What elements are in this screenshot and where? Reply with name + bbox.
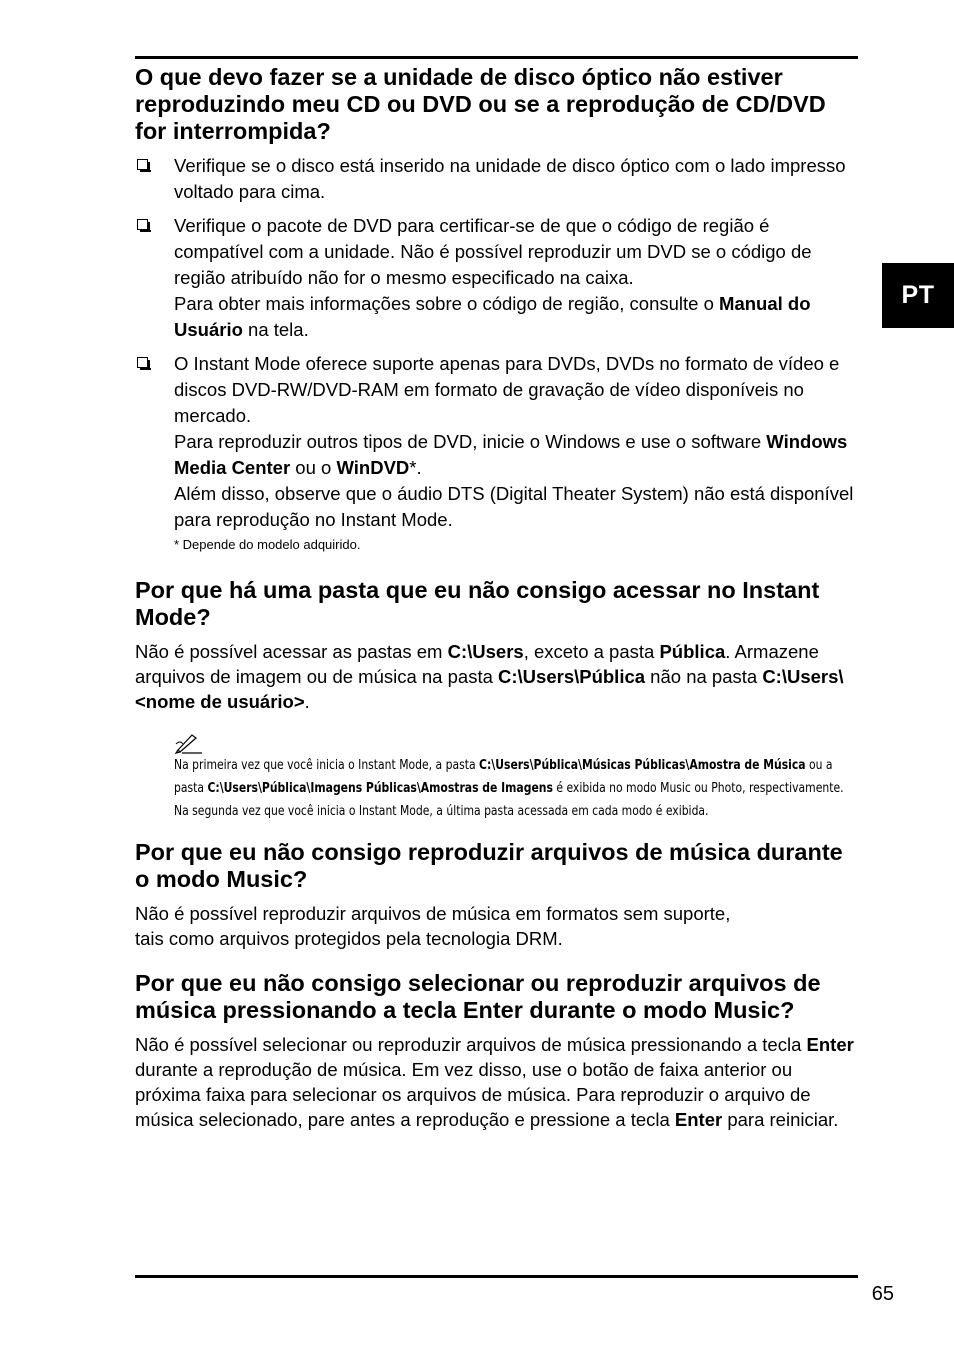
top-rule [135,56,858,59]
text-run: Para obter mais informações sobre o código de região, consulte o [174,293,720,314]
list-item-text: Verifique se o disco está inserido na unidade de disco óptico com o lado impresso voltado para cima. [174,155,846,202]
list-item-text: Verifique o pacote de DVD para certificar-se de que o código de região é compatível com a unidade. Não é possível reproduzir um DVD se o código de região atribuído não for o mesmo especificado na caixa. [174,215,812,288]
section-enter-key [135,970,858,1132]
list-item-extra [174,291,858,343]
text-run: *. [409,457,422,478]
page-content [135,64,858,1132]
section-heading: Por que eu não consigo reproduzir arquivos de música durante o modo Music? [135,839,843,892]
bottom-rule [135,1275,858,1278]
text-run: para reiniciar. [722,1109,839,1130]
page-number: 65 [871,1283,894,1305]
note-block [135,732,858,823]
pencil-note-icon [174,732,204,754]
section-heading: O que devo fazer se a unidade de disco óptico não estiver reproduzindo meu CD ou DVD ou se a reprodução de CD/DVD for interrompida? [135,64,826,144]
list-item-extra: Além disso, observe que o áudio DTS (Digital Theater System) não está disponível para reprodução no Instant Mode. [174,483,854,530]
text-run: durante a reprodução de música. Em vez disso, use o botão de faixa anterior ou próxima faixa para selecionar os arquivos de música. Para reproduzir o arquivo de música selecionado, pare antes a reprodução e pressione a tecla [135,1059,811,1130]
manual-link-text: Manual do Usuário [174,293,811,340]
text-run: . Armazene arquivos de imagem ou de música na pasta [135,641,819,687]
path-text: C:\Users\<nome de usuário> [135,666,844,712]
section-music-playback [135,839,858,951]
text-run: Para reproduzir outros tipos de DVD, inicie o Windows e use o software [174,431,767,452]
text-run: não na pasta [645,666,763,687]
software-name: WinDVD [336,457,410,478]
text-run: é exibida no modo Music ou Photo, respectivamente. Na segunda vez que você inicia o Instant Mode, a última pasta acessada em cada modo é exibida. [174,781,844,819]
path-text: Pública [659,641,726,662]
checklist [135,153,858,533]
section-paragraph [135,1032,858,1132]
path-text: C:\Users\Pública\Músicas Públicas\Amostra de Música [479,758,806,773]
text-run: Não é possível acessar as pastas em [135,641,448,662]
section-optical-disc [135,64,858,553]
list-item [135,351,858,533]
text-run: , exceto a pasta [523,641,660,662]
section-heading: Por que há uma pasta que eu não consigo acessar no Instant Mode? [135,577,820,630]
section-heading: Por que eu não consigo selecionar ou reproduzir arquivos de música pressionando a tecla Enter durante o modo Music? [135,970,821,1023]
path-text: C:\Users [447,641,524,662]
list-item [135,213,858,343]
key-name: Enter [806,1034,854,1055]
path-text: C:\Users\Pública [498,666,646,687]
checkbox-bullet-icon [137,357,148,368]
text-run: Na primeira vez que você inicia o Instant Mode, a pasta [174,758,480,773]
key-name: Enter [674,1109,723,1130]
path-text: C:\Users\Pública\Imagens Públicas\Amostras de Imagens [207,781,553,796]
checkbox-bullet-icon [137,159,148,170]
section-paragraph: Não é possível reproduzir arquivos de música em formatos sem suporte, [135,903,731,924]
list-item [135,153,858,205]
text-run: na tela. [242,319,309,340]
section-paragraph [135,639,858,714]
text-run: . [304,691,310,712]
text-run: ou o [290,457,337,478]
language-tab: PT [882,263,954,328]
footnote: * Depende do modelo adquirido. [174,537,361,552]
note-text [174,754,855,823]
software-name: Windows Media Center [174,431,848,478]
list-item-text: O Instant Mode oferece suporte apenas para DVDs, DVDs no formato de vídeo e discos DVD-RW/DVD-RAM em formato de gravação de vídeo disponíveis no mercado. [174,353,840,426]
checkbox-bullet-icon [137,219,148,230]
text-run: ou a pasta [174,758,833,796]
list-item-extra [174,429,858,481]
section-folder-access [135,577,858,823]
text-run: Não é possível selecionar ou reproduzir arquivos de música pressionando a tecla [135,1034,807,1055]
section-paragraph: tais como arquivos protegidos pela tecnologia DRM. [135,928,563,949]
